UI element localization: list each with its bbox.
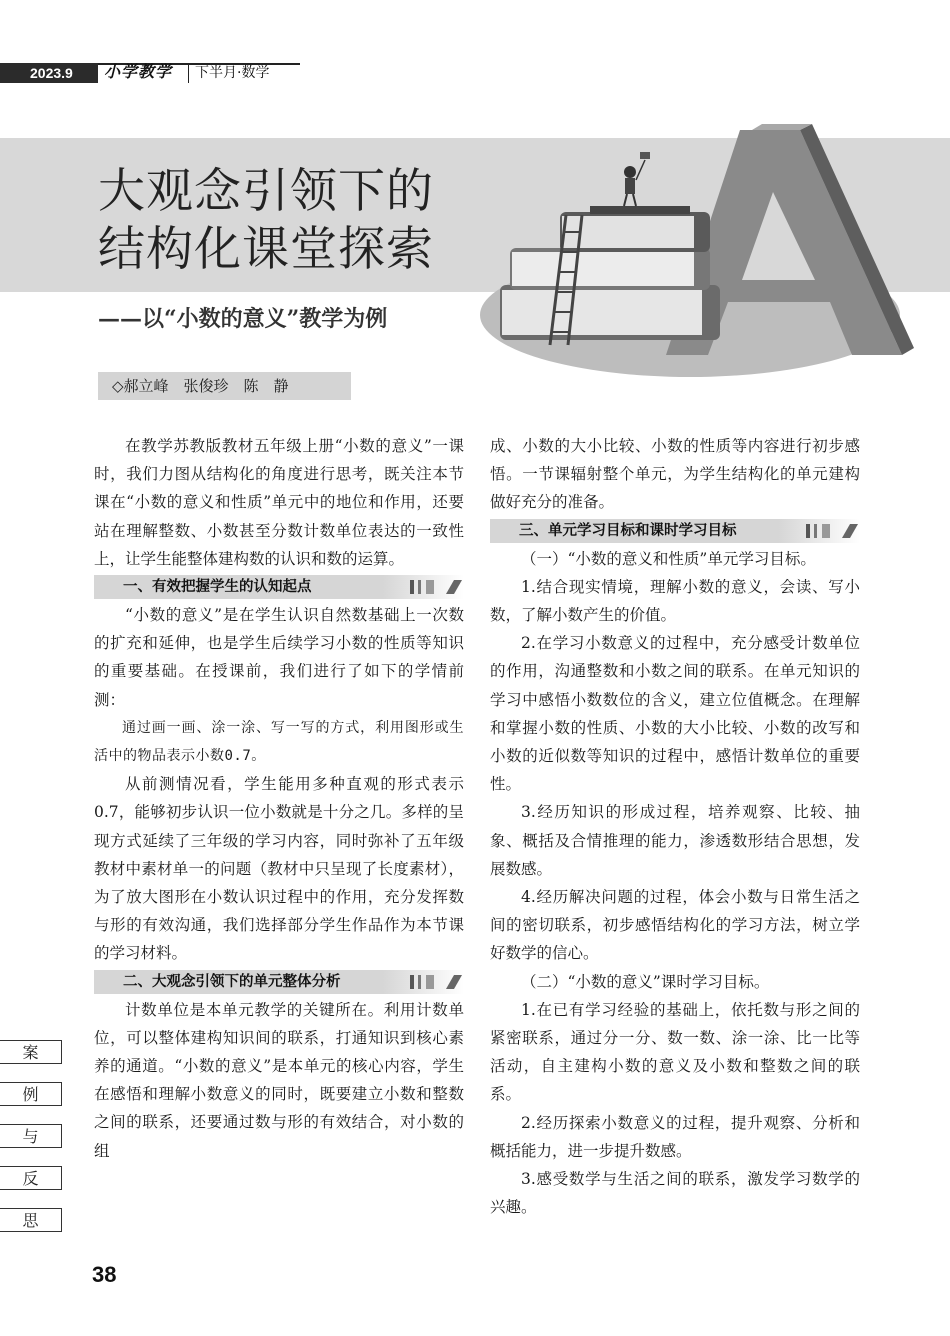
heading-decoration-icon xyxy=(390,580,464,594)
section-heading-1 xyxy=(94,575,464,599)
unit-goal-4: 4.经历解决问题的过程，体会小数与日常生活之间的密切联系，初步感悟结构化的学习方法，树立学好数学的信心。 xyxy=(490,888,860,963)
unit-goal-2: 2.在学习小数意义的过程中，充分感受计数单位的作用，沟通整数和小数之间的联系。在单元知识的学习中感悟小数数位的含义，建立位值概念。在理解和掌握小数的性质、小数的大小比较、小数的改写和小数的近似数等知识的过程中，感悟计数单位的重要性。 xyxy=(490,634,860,794)
books-letter-a-illustration xyxy=(470,120,940,385)
magazine-logo: 小学教学 xyxy=(104,62,173,81)
section-heading-3 xyxy=(490,519,860,543)
paragraph-continued: 成、小数的大小比较、小数的性质等内容进行初步感悟。一节课辐射整个单元，为学生结构化的单元建构做好充分的准备。 xyxy=(490,437,860,512)
unit-goal-1: 1.结合现实情境，理解小数的意义，会读、写小数，了解小数产生的价值。 xyxy=(490,577,860,625)
section-heading-1-text: 一、有效把握学生的认知起点 xyxy=(123,579,312,596)
lesson-goal-2: 2.经历探索小数意义的过程，提升观察、分析和概括能力，进一步提升数感。 xyxy=(490,1113,860,1160)
article-title xyxy=(98,163,434,279)
lesson-goal-1: 1.在已有学习经验的基础上，依托数与形之间的紧密联系，通过分一分、数一数、涂一涂、比一比等活动，自主建构小数的意义及小数和整数之间的联系。 xyxy=(490,1000,860,1104)
title-line-2: 结构化课堂探索 xyxy=(98,222,434,277)
side-tab-5: 思 xyxy=(0,1208,62,1232)
author-line: ◇郝立峰 张俊珍 陈 静 xyxy=(98,372,351,400)
lesson-goals-subheading: （二）“小数的意义”课时学习目标。 xyxy=(521,972,770,991)
paragraph-cognitive-start: “小数的意义”是在学生认识自然数基础上一次数的扩充和延伸，也是学生后续学习小数的性质等知识的重要基础。在授课前，我们进行了如下的学情前测： xyxy=(94,606,464,709)
page-number: 38 xyxy=(92,1262,117,1287)
section-heading-3-text: 三、单元学习目标和课时学习目标 xyxy=(519,522,737,539)
paragraph-unit-analysis: 计数单位是本单元教学的关键所在。利用计数单位，可以整体建构知识间的联系，打通知识到核心素养的通道。“小数的意义”是本单元的核心内容，学生在感悟和理解小数意义的同时，既要建立小数和整数之间的联系，还要通过数与形的有效结合，对小数的组 xyxy=(94,1000,464,1160)
unit-goals-subheading: （一）“小数的意义和性质”单元学习目标。 xyxy=(521,549,816,568)
section-heading-2 xyxy=(94,970,464,994)
section-heading-2-text: 二、大观念引领下的单元整体分析 xyxy=(123,973,341,990)
side-tab-2: 例 xyxy=(0,1082,62,1106)
pretest-quote: 通过画一画、涂一涂、写一写的方式，利用图形或生活中的物品表示小数0.7。 xyxy=(94,719,464,765)
intro-paragraph: 在教学苏教版教材五年级上册“小数的意义”一课时，我们力图从结构化的角度进行思考，既关注本节课在“小数的意义和性质”单元中的地位和作用，还要站在理解整数、小数甚至分数计数单位表达的一致性上，让学生能整体建构数的认识和数的运算。 xyxy=(94,437,464,568)
paragraph-pretest-analysis: 从前测情况看，学生能用多种直观的形式表示0.7，能够初步认识一位小数就是十分之几。多样的呈现方式延续了三年级的学习内容，同时弥补了五年级教材中素材单一的问题（教材中只呈现了长度素材），为了放大图形在小数认识过程中的作用，充分发挥数与形的有效沟通，我们选择部分学生作品作为本节课的学习材料。 xyxy=(94,775,464,963)
side-tab-3: 与 xyxy=(0,1124,62,1148)
right-column xyxy=(490,432,860,1221)
issue-date: 2023.9 xyxy=(30,65,73,81)
article-subtitle: ——以“小数的意义”教学为例 xyxy=(98,306,388,332)
heading-decoration-icon xyxy=(786,524,860,538)
issue-section: 下半月·数学 xyxy=(188,63,301,83)
title-line-1: 大观念引领下的 xyxy=(98,164,434,219)
lesson-goal-3: 3.感受数学与生活之间的联系，激发学习数学的兴趣。 xyxy=(490,1170,860,1217)
unit-goal-3: 3.经历知识的形成过程，培养观察、比较、抽象、概括及合情推理的能力，渗透数形结合思想，发展数感。 xyxy=(490,803,860,878)
side-tab-1: 案 xyxy=(0,1040,62,1064)
heading-decoration-icon xyxy=(390,975,464,989)
left-column xyxy=(94,432,464,1165)
side-tab-4: 反 xyxy=(0,1166,62,1190)
